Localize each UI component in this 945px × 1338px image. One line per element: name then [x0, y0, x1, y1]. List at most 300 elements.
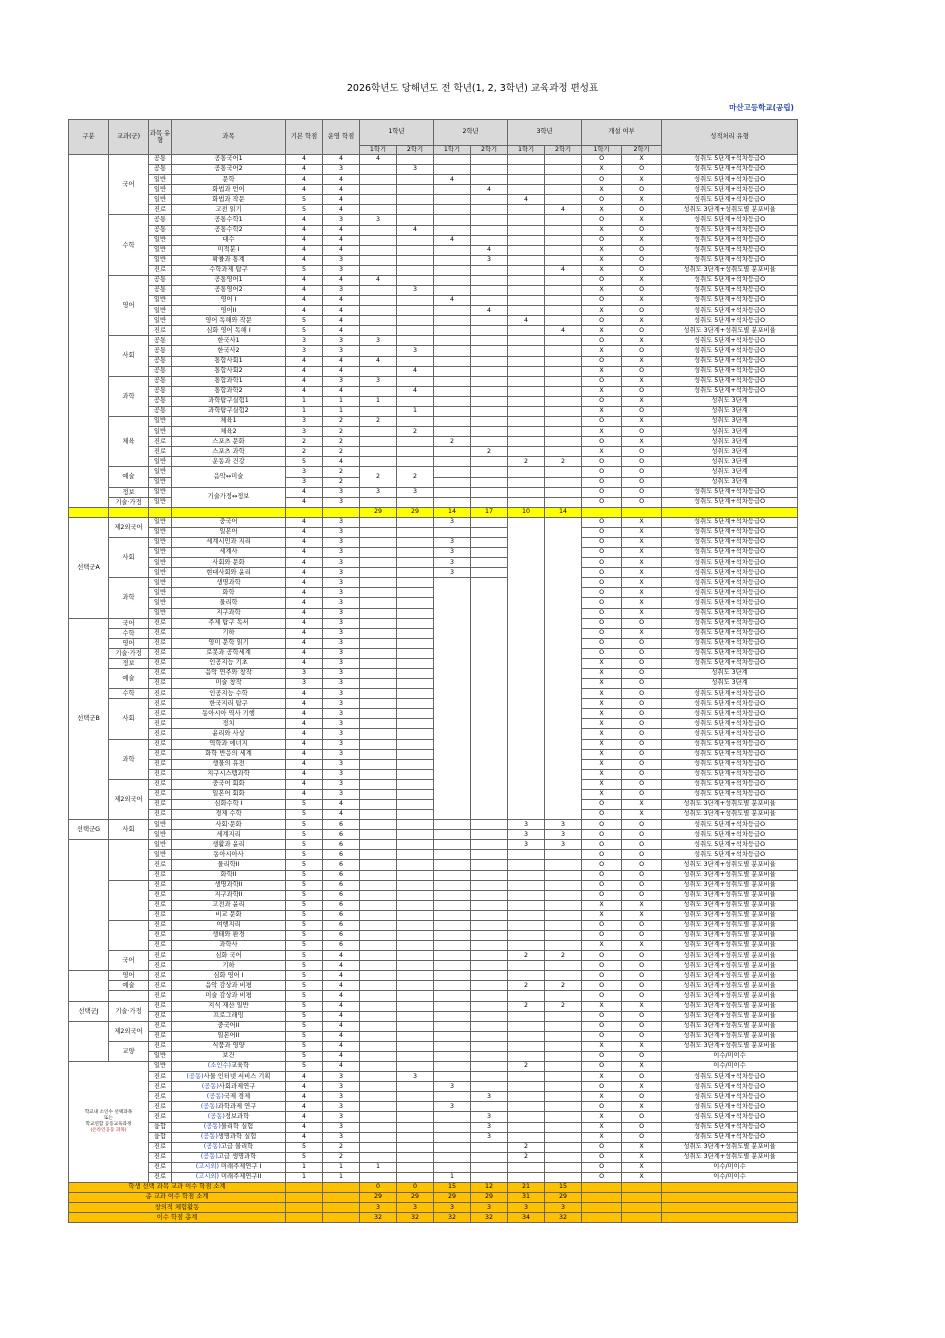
open-flag: X — [582, 699, 622, 709]
semester-credit — [434, 396, 471, 406]
type-cell: 진로 — [149, 699, 172, 709]
semester-credit — [508, 1082, 545, 1092]
group-cell: 선택군J — [69, 1001, 109, 1021]
operating-credit: 3 — [323, 558, 360, 568]
semester-credit — [360, 1072, 397, 1082]
semester-credit: 2 — [508, 951, 545, 961]
semester-credit — [471, 1021, 508, 1031]
grade-type: 이수/미이수 — [662, 1062, 798, 1072]
basic-credit: 4 — [286, 608, 323, 618]
semester-credit: 3 — [434, 1102, 471, 1112]
basic-credit: 4 — [286, 769, 323, 779]
open-flag: O — [582, 608, 622, 618]
type-cell: 진로 — [149, 729, 172, 739]
subject-area-cell: 과학 — [109, 739, 149, 779]
semester-credit — [360, 1102, 397, 1112]
type-cell: 일반 — [149, 578, 172, 588]
semester-credit — [508, 920, 545, 930]
basic-credit: 5 — [286, 810, 323, 820]
summary-diagonal — [286, 1193, 323, 1203]
semester-credit — [360, 729, 397, 739]
operating-credit: 6 — [323, 840, 360, 850]
semester-credit — [360, 447, 397, 457]
semester-credit: 4 — [397, 225, 434, 235]
open-flag: X — [582, 165, 622, 175]
subject-name: 확률과 통계 — [172, 255, 286, 265]
subject-name: 공통영어1 — [172, 275, 286, 285]
open-flag: O — [622, 789, 662, 799]
grade-type: 성취도 5단계+석차등급O — [662, 749, 798, 759]
grade-type: 성취도 3단계 — [662, 679, 798, 689]
open-flag: X — [582, 386, 622, 396]
subject-name: 미적분 I — [172, 245, 286, 255]
type-cell: 진로 — [149, 991, 172, 1001]
open-flag: X — [622, 155, 662, 165]
semester-credit — [471, 396, 508, 406]
basic-credit: 5 — [286, 265, 323, 275]
type-cell: 진로 — [149, 1102, 172, 1112]
basic-credit: 4 — [286, 749, 323, 759]
subject-row — [69, 185, 798, 195]
open-flag: X — [582, 366, 622, 376]
semester-credit — [397, 447, 434, 457]
type-cell: 일반 — [149, 1051, 172, 1061]
grade-type: 성취도 5단계+석차등급O — [662, 628, 798, 638]
open-flag: X — [622, 1152, 662, 1162]
semester-credit — [545, 870, 582, 880]
subject-name — [172, 1072, 286, 1082]
semester-credit — [508, 275, 545, 285]
semester-credit: 4 — [471, 245, 508, 255]
subject-row — [69, 286, 798, 296]
subject-name-text: 미래주제연구 I — [218, 1163, 262, 1171]
open-flag: O — [582, 800, 622, 810]
semester-credit — [397, 719, 434, 729]
basic-credit: 4 — [286, 366, 323, 376]
operating-credit: 3 — [323, 658, 360, 668]
semester-credit — [508, 336, 545, 346]
grade-type: 이수/미이수 — [662, 1172, 798, 1182]
semester-credit — [397, 820, 434, 830]
semester-credit: 3 — [471, 1122, 508, 1132]
subject-row — [69, 175, 798, 185]
semester-credit — [545, 971, 582, 981]
subject-row — [69, 1112, 798, 1122]
subject-row — [69, 1001, 798, 1011]
open-flag: O — [582, 175, 622, 185]
semester-credit — [397, 951, 434, 961]
subject-name: 지식 재산 일반 — [172, 1001, 286, 1011]
subject-name: 한국지리 탐구 — [172, 699, 286, 709]
subject-area-cell: 체육 — [109, 417, 149, 467]
operating-credit: 2 — [323, 437, 360, 447]
semester-credit — [397, 769, 434, 779]
semester-credit — [397, 890, 434, 900]
semester-credit — [545, 427, 582, 437]
type-cell: 진로 — [149, 749, 172, 759]
semester-credit — [360, 820, 397, 830]
semester-credit — [545, 1122, 582, 1132]
grade-type: 성취도 5단계+석차등급O — [662, 769, 798, 779]
subject-row — [69, 568, 798, 578]
semester-credit — [397, 870, 434, 880]
semester-credit — [397, 155, 434, 165]
grade-type: 성취도 5단계+석차등급O — [662, 195, 798, 205]
basic-credit: 1 — [286, 1162, 323, 1172]
open-flag: O — [622, 870, 662, 880]
semester-credit — [545, 255, 582, 265]
basic-credit: 5 — [286, 880, 323, 890]
operating-credit: 6 — [323, 931, 360, 941]
basic-credit: 5 — [286, 1021, 323, 1031]
grade-type: 성취도 5단계+석차등급O — [662, 618, 798, 628]
open-flag: O — [622, 447, 662, 457]
subject-name: 심화수학 I — [172, 800, 286, 810]
subject-name-text: 사물 인터넷 서비스 기획 — [203, 1072, 271, 1080]
semester-credit — [397, 316, 434, 326]
semester-credit — [545, 296, 582, 306]
type-cell: 진로 — [149, 789, 172, 799]
grade-type: 성취도 3단계+성취도별 분포비율 — [662, 870, 798, 880]
basic-credit: 3 — [286, 417, 323, 427]
header-kyogwa: 교과(군) — [109, 120, 149, 155]
semester-credit — [508, 175, 545, 185]
open-flag: O — [622, 1092, 662, 1102]
type-cell: 공통 — [149, 376, 172, 386]
semester-credit — [471, 296, 508, 306]
subject-area-cell: 예술 — [109, 467, 149, 487]
semester-credit — [471, 991, 508, 1001]
grade-type — [662, 507, 798, 517]
header-sem: 2학기 — [471, 146, 508, 155]
summary-value: 15 — [434, 1182, 471, 1192]
semester-credit — [360, 1041, 397, 1051]
semester-credit — [360, 890, 397, 900]
semester-credit — [471, 235, 508, 245]
semester-credit — [397, 265, 434, 275]
subject-row — [69, 991, 798, 1001]
semester-credit — [545, 215, 582, 225]
subject-row — [69, 155, 798, 165]
subject-row — [69, 1062, 798, 1072]
grade-type: 성취도 3단계+성취도별 분포비율 — [662, 800, 798, 810]
subject-row — [69, 1011, 798, 1021]
subject-name: 프로그래밍 — [172, 1011, 286, 1021]
grade-type: 성취도 5단계+석차등급O — [662, 558, 798, 568]
subject-area-cell: 영어 — [109, 638, 149, 648]
subject-row — [69, 165, 798, 175]
type-cell: 일반 — [149, 840, 172, 850]
open-flag: O — [582, 880, 622, 890]
subject-prefix: (공동) — [203, 1143, 221, 1151]
open-flag: O — [622, 699, 662, 709]
semester-credit — [360, 437, 397, 447]
open-flag: O — [582, 971, 622, 981]
open-flag: O — [582, 981, 622, 991]
subject-name: 생명과학 — [172, 578, 286, 588]
semester-credit — [397, 910, 434, 920]
header-grade3: 3학년 — [508, 120, 582, 146]
subject-name-text: 과학과제 연구 — [217, 1102, 257, 1110]
subject-row — [69, 679, 798, 689]
semester-credit — [471, 1142, 508, 1152]
type-cell: 일반 — [149, 306, 172, 316]
basic-credit: 5 — [286, 971, 323, 981]
semester-credit — [360, 860, 397, 870]
open-flag: O — [622, 658, 662, 668]
semester-credit: 29 — [360, 507, 397, 517]
basic-credit: 5 — [286, 820, 323, 830]
basic-credit: 5 — [286, 1041, 323, 1051]
grade-type: 성취도 5단계+석차등급O — [662, 366, 798, 376]
semester-credit — [434, 427, 471, 437]
grade-type: 성취도 3단계 — [662, 477, 798, 487]
semester-credit — [397, 840, 434, 850]
semester-credit — [434, 366, 471, 376]
type-cell: 진로 — [149, 658, 172, 668]
operating-credit: 4 — [323, 155, 360, 165]
grade-type: 성취도 5단계+석차등급O — [662, 568, 798, 578]
subject-name: 비교 문화 — [172, 910, 286, 920]
semester-credit — [508, 910, 545, 920]
basic-credit: 5 — [286, 800, 323, 810]
semester-credit — [545, 286, 582, 296]
semester-credit: 2 — [508, 457, 545, 467]
subject-name: 일본어 회화 — [172, 789, 286, 799]
basic-credit: 4 — [286, 215, 323, 225]
semester-credit — [434, 265, 471, 275]
subject-area-cell — [109, 991, 149, 1001]
open-flag: O — [582, 527, 622, 537]
semester-credit — [397, 1082, 434, 1092]
open-flag: X — [622, 941, 662, 951]
subject-name-text: 교육학 — [230, 1062, 250, 1070]
operating-credit: 1 — [323, 406, 360, 416]
header-sem: 2학기 — [622, 146, 662, 155]
semester-credit — [508, 1102, 545, 1112]
subject-name: 물리학 — [172, 598, 286, 608]
subject-row — [69, 376, 798, 386]
open-flag: O — [582, 1142, 622, 1152]
open-flag: X — [582, 749, 622, 759]
header-grade-type: 성적처리 유형 — [662, 120, 798, 155]
semester-credit — [397, 679, 434, 689]
basic-credit: 5 — [286, 830, 323, 840]
subject-row — [69, 1031, 798, 1041]
summary-value: 32 — [434, 1213, 471, 1223]
semester-credit — [434, 275, 471, 285]
semester-credit — [434, 1062, 471, 1072]
subject-name — [172, 1152, 286, 1162]
subject-name: 사회·문화 — [172, 820, 286, 830]
semester-credit — [397, 558, 434, 568]
operating-credit: 3 — [323, 255, 360, 265]
semester-credit — [434, 840, 471, 850]
semester-credit — [434, 467, 471, 477]
type-cell: 진로 — [149, 961, 172, 971]
semester-credit — [397, 326, 434, 336]
grade-type: 성취도 5단계+석차등급O — [662, 356, 798, 366]
semester-credit — [360, 1152, 397, 1162]
semester-credit — [397, 376, 434, 386]
grade-type: 성취도 5단계+석차등급O — [662, 648, 798, 658]
open-flag: O — [622, 840, 662, 850]
open-flag: X — [582, 1112, 622, 1122]
operating-credit: 4 — [323, 326, 360, 336]
semester-credit — [434, 255, 471, 265]
semester-credit — [545, 316, 582, 326]
header-grade2: 2학년 — [434, 120, 508, 146]
type-cell: 일반 — [149, 477, 172, 487]
open-flag: O — [582, 376, 622, 386]
basic-credit: 4 — [286, 245, 323, 255]
semester-credit — [545, 1142, 582, 1152]
semester-credit — [545, 175, 582, 185]
type-cell: 일반 — [149, 608, 172, 618]
semester-credit — [545, 1051, 582, 1061]
type-cell: 공통 — [149, 396, 172, 406]
grade-type: 성취도 5단계+석차등급O — [662, 779, 798, 789]
open-flag: O — [622, 1072, 662, 1082]
operating-credit: 3 — [323, 749, 360, 759]
semester-credit — [471, 316, 508, 326]
semester-credit: 2 — [545, 951, 582, 961]
semester-credit — [360, 306, 397, 316]
grade-type: 성취도 5단계+석차등급O — [662, 759, 798, 769]
semester-credit — [360, 386, 397, 396]
semester-credit: 10 — [508, 507, 545, 517]
type-cell: 진로 — [149, 679, 172, 689]
subject-row — [69, 850, 798, 860]
open-flag: O — [582, 1162, 622, 1172]
semester-credit — [397, 275, 434, 285]
semester-credit — [471, 900, 508, 910]
semester-credit — [434, 477, 471, 487]
subject-name: 생명과학II — [172, 880, 286, 890]
open-flag: O — [582, 1062, 622, 1072]
open-flag: O — [582, 830, 622, 840]
operating-credit: 3 — [323, 517, 360, 527]
open-flag: X — [622, 527, 662, 537]
grade-type: 성취도 5단계+석차등급O — [662, 306, 798, 316]
open-flag: O — [622, 265, 662, 275]
type-cell: 공통 — [149, 406, 172, 416]
summary-diagonal — [286, 1182, 323, 1192]
semester-credit: 1 — [434, 1172, 471, 1182]
semester-credit — [360, 689, 397, 699]
subject-name: 일본어 — [172, 527, 286, 537]
basic-credit: 5 — [286, 890, 323, 900]
basic-credit: 4 — [286, 689, 323, 699]
subject-area-cell: 제2외국어 — [109, 1021, 149, 1041]
semester-credit — [471, 286, 508, 296]
subject-row — [69, 729, 798, 739]
semester-credit — [508, 1011, 545, 1021]
semester-credit: 2 — [360, 417, 397, 427]
subject-prefix: (고시외) — [195, 1173, 219, 1181]
grade-type: 성취도 5단계+석차등급O — [662, 336, 798, 346]
semester-credit — [508, 497, 545, 507]
subject-name: 인공지능 수학 — [172, 689, 286, 699]
semester-credit — [545, 386, 582, 396]
open-flag: O — [622, 497, 662, 507]
semester-credit — [397, 1021, 434, 1031]
operating-credit: 3 — [323, 265, 360, 275]
semester-credit — [545, 1092, 582, 1102]
semester-credit: 3 — [397, 487, 434, 497]
open-flag: O — [582, 628, 622, 638]
semester-credit — [508, 477, 545, 487]
subject-name-text: 생명과학 실험 — [217, 1132, 257, 1140]
semester-credit — [471, 931, 508, 941]
subject-area-cell: 수학 — [109, 628, 149, 638]
semester-credit — [508, 1072, 545, 1082]
semester-credit: 2 — [508, 1142, 545, 1152]
type-cell: 일반 — [149, 427, 172, 437]
subject-row — [69, 900, 798, 910]
open-flag: O — [582, 275, 622, 285]
subject-row — [69, 1051, 798, 1061]
subject-row — [69, 971, 798, 981]
grade-type: 성취도 3단계+성취도별 분포비율 — [662, 1021, 798, 1031]
grade-type: 성취도 3단계+성취도별 분포비율 — [662, 1031, 798, 1041]
semester-credit — [397, 1092, 434, 1102]
semester-credit — [360, 920, 397, 930]
open-flag: O — [622, 709, 662, 719]
semester-credit — [397, 356, 434, 366]
semester-credit — [360, 789, 397, 799]
semester-credit — [471, 155, 508, 165]
open-flag: O — [622, 961, 662, 971]
basic-credit: 5 — [286, 860, 323, 870]
semester-credit — [508, 386, 545, 396]
header-sem: 1학기 — [360, 146, 397, 155]
semester-credit — [360, 759, 397, 769]
semester-credit — [360, 1122, 397, 1132]
grade-type: 성취도 3단계+성취도별 분포비율 — [662, 920, 798, 930]
type-cell: 진로 — [149, 769, 172, 779]
basic-credit: 4 — [286, 1072, 323, 1082]
basic-credit: 5 — [286, 920, 323, 930]
basic-credit: 2 — [286, 437, 323, 447]
semester-credit — [434, 941, 471, 951]
operating-credit: 6 — [323, 830, 360, 840]
open-flag: O — [622, 971, 662, 981]
type-cell: 공통 — [149, 275, 172, 285]
subject-name: 사회와 문화 — [172, 558, 286, 568]
semester-credit — [360, 981, 397, 991]
semester-credit: 14 — [434, 507, 471, 517]
type-cell: 진로 — [149, 326, 172, 336]
operating-credit: 2 — [323, 477, 360, 487]
semester-credit — [471, 890, 508, 900]
basic-credit: 1 — [286, 396, 323, 406]
operating-credit: 3 — [323, 608, 360, 618]
open-flag: O — [582, 497, 622, 507]
grade-type: 성취도 3단계 — [662, 396, 798, 406]
subject-row — [69, 840, 798, 850]
basic-credit: 5 — [286, 457, 323, 467]
type-cell: 일반 — [149, 185, 172, 195]
open-flag — [622, 507, 662, 517]
grade-type: 성취도 3단계+성취도별 분포비율 — [662, 941, 798, 951]
basic-credit: 3 — [286, 467, 323, 477]
semester-credit — [397, 800, 434, 810]
semester-credit — [434, 487, 471, 497]
semester-credit — [360, 628, 397, 638]
type-cell: 일반 — [149, 487, 172, 497]
grade-type: 성취도 5단계+석차등급O — [662, 155, 798, 165]
